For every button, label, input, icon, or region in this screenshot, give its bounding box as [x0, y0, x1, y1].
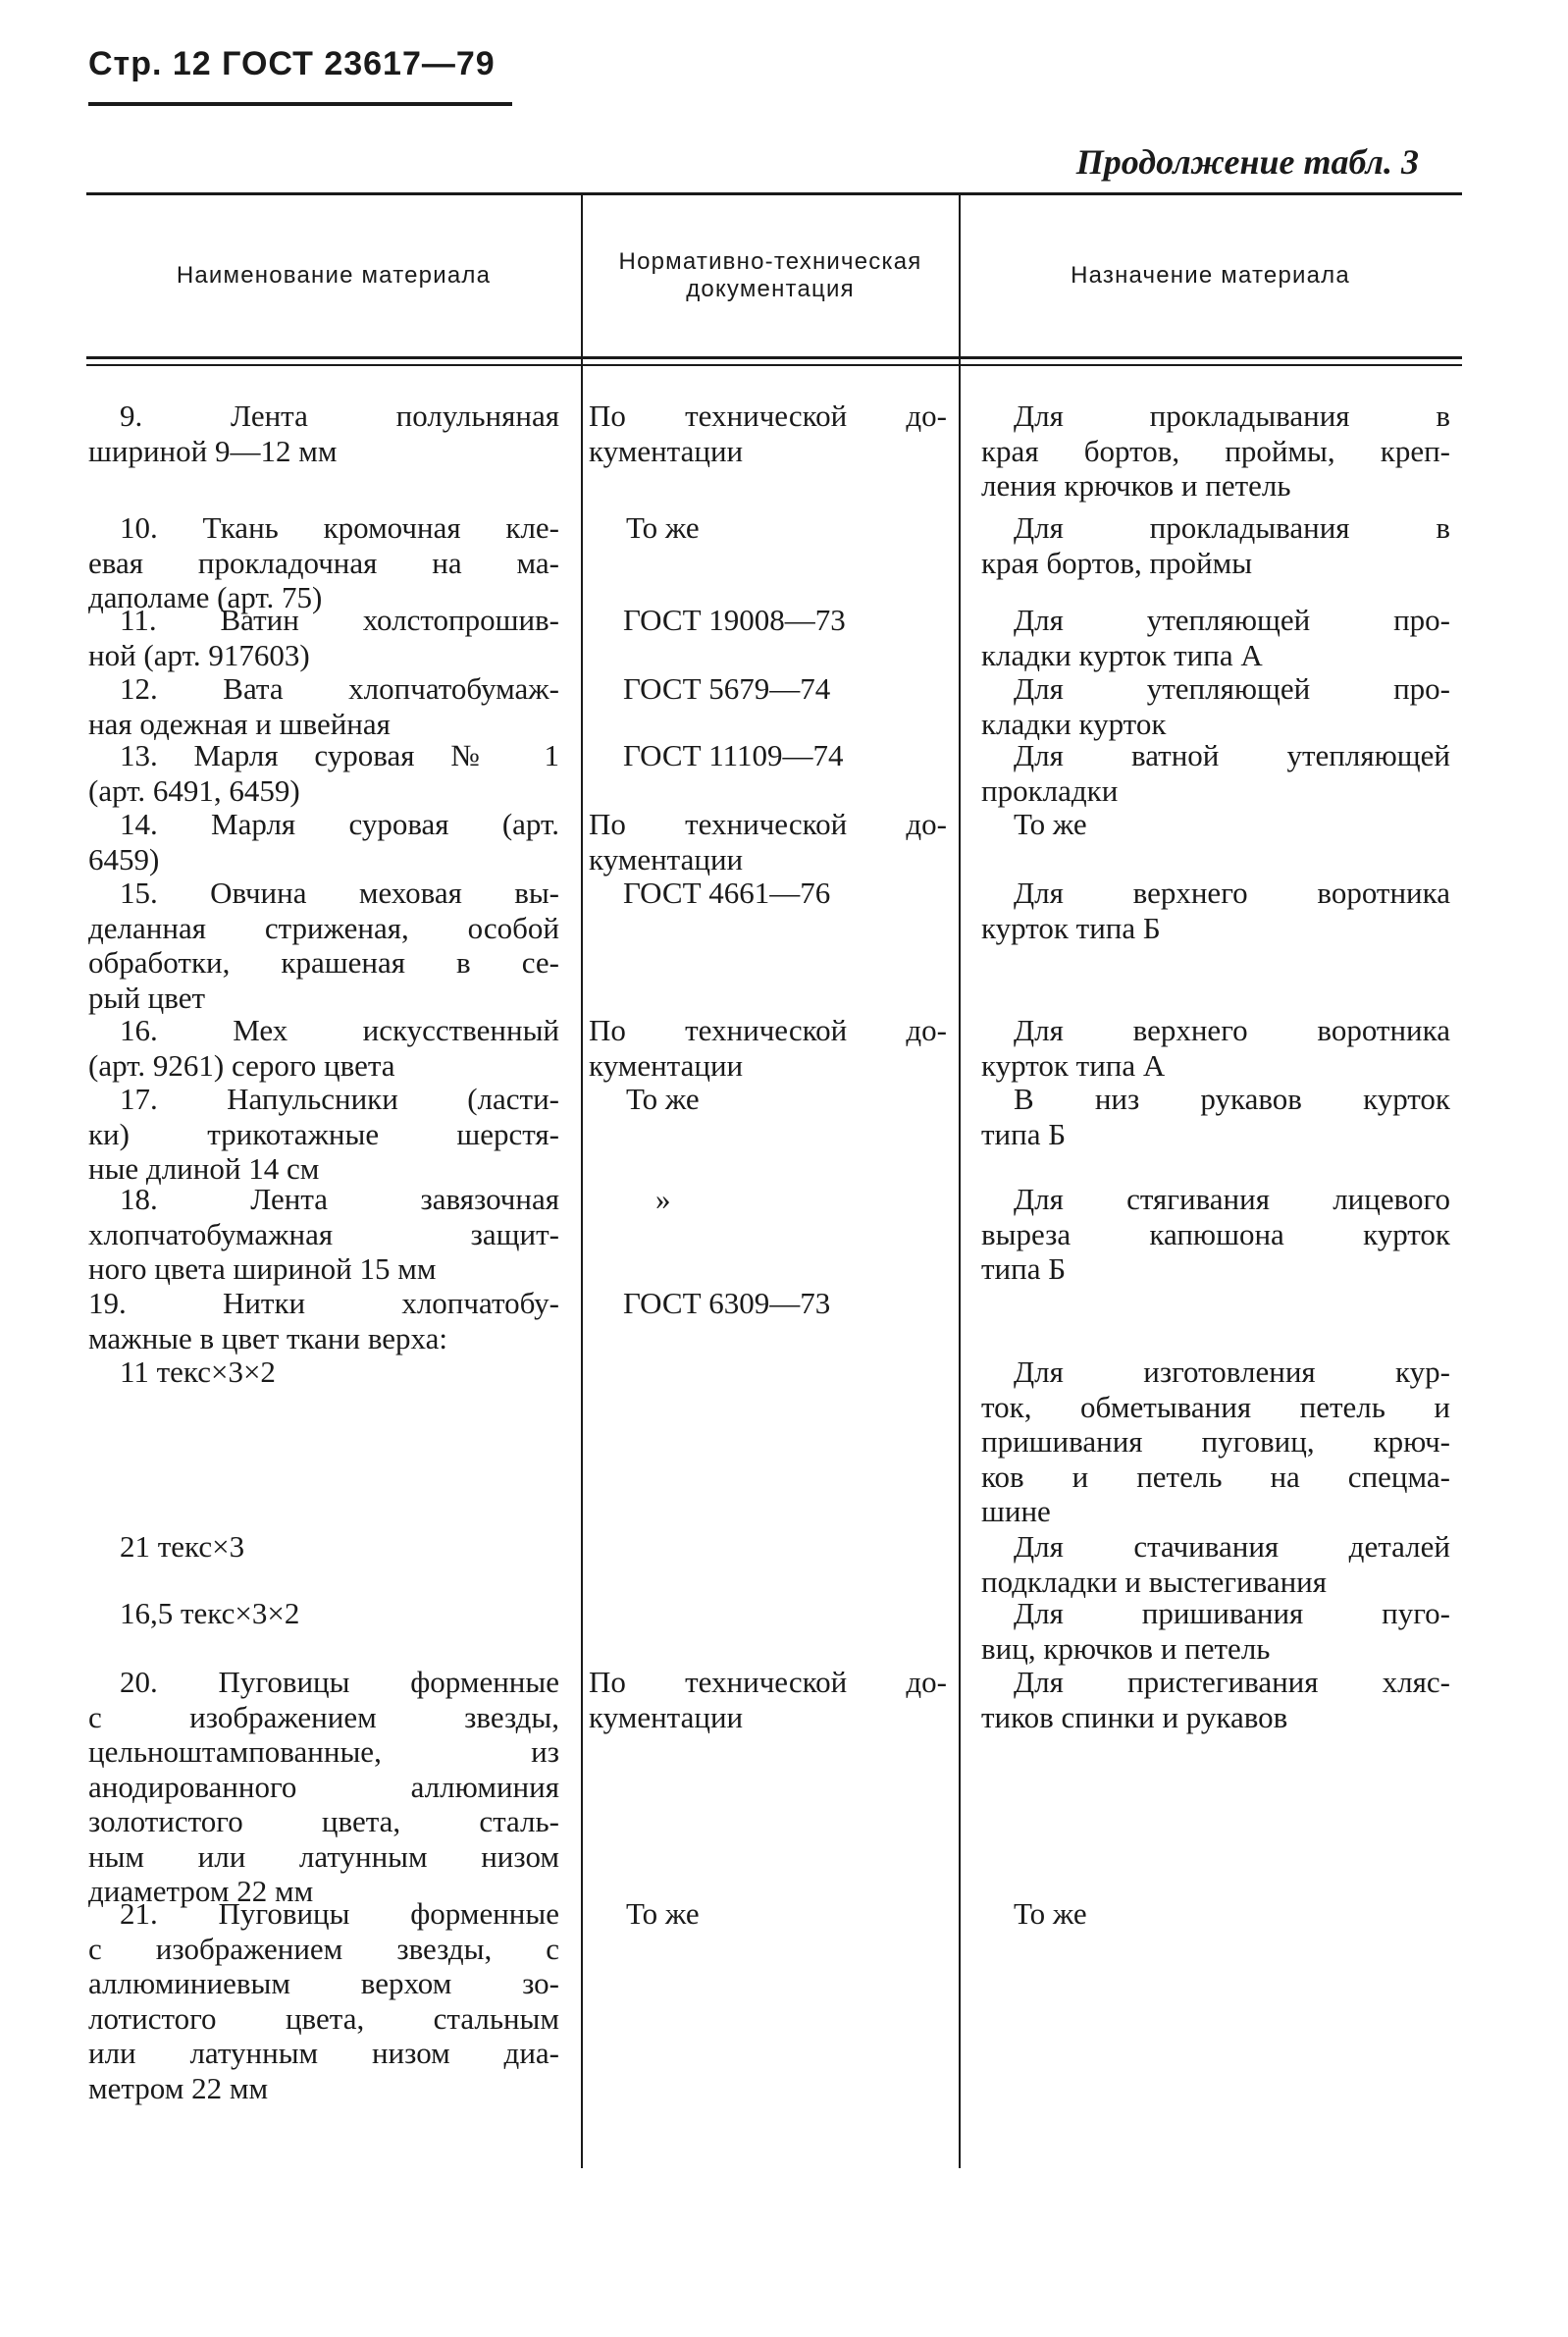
row-10-doc — [589, 1182, 947, 1217]
row-7-purpose-line: курток типа Б — [981, 910, 1161, 945]
row-1-purpose — [981, 398, 1450, 504]
column-divider-2 — [959, 195, 961, 2168]
row-5-name-line: 13. Марля суровая № 1 — [120, 738, 559, 772]
row-9-doc — [589, 1082, 947, 1117]
row-11-doc-line: ГОСТ 6309—73 — [623, 1286, 831, 1320]
row-6-purpose — [981, 807, 1450, 842]
row-4-name-line: 12. Вата хлопчатобумаж- — [120, 671, 559, 706]
row-14-name-line: 16,5 текс×3×2 — [120, 1596, 300, 1630]
row-8-doc — [589, 1013, 947, 1083]
row-10-name-line: хлопчатобумажная защит- — [88, 1216, 559, 1251]
row-5-purpose-line: Для ватной утепляющей — [1014, 738, 1450, 772]
row-7-name-line: обработки, крашеная в се- — [88, 945, 559, 980]
row-3-purpose-line: Для утепляющей про- — [1014, 603, 1450, 637]
row-10-purpose-line: типа Б — [981, 1251, 1067, 1286]
row-4-doc-line: ГОСТ 5679—74 — [623, 671, 831, 706]
header-bottom-rule — [86, 356, 1462, 359]
row-12-purpose-line: ток, обметывания петель и — [981, 1389, 1450, 1424]
row-7-name-line: деланная стриженая, особой — [88, 910, 559, 945]
row-15-doc-line: По технической до- — [589, 1665, 947, 1699]
row-15-name-line: золотистого цвета, сталь- — [88, 1804, 559, 1838]
row-14-purpose — [981, 1596, 1450, 1666]
row-9-name — [88, 1082, 559, 1187]
row-8-name-line: 16. Мех искусственный — [120, 1013, 559, 1047]
row-13-name — [88, 1529, 559, 1565]
row-12-purpose-line: шине — [981, 1494, 1051, 1528]
row-15-name — [88, 1665, 559, 1909]
row-3-doc-line: ГОСТ 19008—73 — [623, 603, 846, 637]
row-2-purpose-line: края бортов, проймы — [981, 545, 1253, 580]
row-13-purpose — [981, 1529, 1450, 1599]
row-9-doc-line: То же — [626, 1082, 700, 1116]
row-1-purpose-line: ления крючков и петель — [981, 468, 1291, 503]
row-15-doc-line: кументации — [589, 1699, 744, 1734]
row-2-name — [88, 510, 559, 615]
row-16-purpose — [981, 1896, 1450, 1932]
row-15-purpose-line: тиков спинки и рукавов — [981, 1699, 1288, 1734]
row-16-name-line: или латунным низом диа- — [88, 2036, 559, 2070]
row-2-name-line: 10. Ткань кромочная кле- — [120, 510, 559, 545]
row-9-name-line: ки) трикотажные шерстя- — [88, 1116, 559, 1151]
row-7-purpose-line: Для верхнего воротника — [1014, 876, 1450, 910]
row-5-name-line: (арт. 6491, 6459) — [88, 772, 300, 808]
row-1-purpose-line: края бортов, проймы, креп- — [981, 433, 1450, 468]
row-11-name — [88, 1286, 559, 1355]
row-8-name-line: (арт. 9261) серого цвета — [88, 1047, 395, 1083]
column-header-material-name: Наименование материала — [176, 262, 492, 289]
row-1-doc-line: кументации — [589, 433, 744, 468]
row-8-doc-line: кументации — [589, 1047, 744, 1083]
row-12-purpose-line: ков и петель на спецма- — [981, 1459, 1450, 1494]
row-1-doc — [589, 398, 947, 468]
row-9-name-line: ные длиной 14 см — [88, 1151, 320, 1186]
row-7-doc — [589, 876, 947, 911]
row-6-name — [88, 807, 559, 876]
row-2-doc — [589, 510, 947, 546]
row-6-doc — [589, 807, 947, 876]
row-12-purpose — [981, 1354, 1450, 1529]
row-6-doc-line: По технической до- — [589, 807, 947, 841]
page-header — [88, 39, 512, 106]
row-8-doc-line: По технической до- — [589, 1013, 947, 1047]
row-1-name — [88, 398, 559, 468]
row-8-purpose — [981, 1013, 1450, 1083]
row-15-name-line: цельноштампованные, из — [88, 1734, 559, 1769]
row-15-name-line: диаметром 22 мм — [88, 1874, 314, 1908]
row-16-name-line: лотистого цвета, стальным — [88, 2000, 559, 2036]
row-1-name-line: 9. Лента полульняная — [120, 398, 559, 433]
row-10-name-line: 18. Лента завязочная — [120, 1182, 559, 1216]
row-3-purpose — [981, 603, 1450, 672]
row-15-doc — [589, 1665, 947, 1734]
row-2-name-line: даполаме (арт. 75) — [88, 580, 323, 614]
row-6-purpose-line: То же — [1014, 807, 1087, 841]
row-8-name — [88, 1013, 559, 1083]
row-7-name — [88, 876, 559, 1015]
row-11-doc — [589, 1286, 947, 1321]
row-12-name — [88, 1354, 559, 1390]
row-13-purpose-line: Для стачивания деталей — [1014, 1529, 1450, 1564]
row-4-name-line: ная одежная и швейная — [88, 706, 391, 741]
row-15-purpose — [981, 1665, 1450, 1734]
row-2-name-line: евая прокладочная на ма- — [88, 545, 559, 580]
row-5-doc — [589, 738, 947, 773]
row-10-purpose — [981, 1182, 1450, 1287]
row-15-name-line: 20. Пуговицы форменные — [120, 1665, 559, 1699]
column-header-purpose: Назначение материала — [1071, 262, 1350, 289]
row-3-purpose-line: кладки курток типа А — [981, 637, 1263, 672]
row-6-name-line: 14. Марля суровая (арт. — [120, 807, 559, 841]
row-11-name-line: 19. Нитки хлопчатобу- — [88, 1286, 559, 1320]
column-divider-1 — [581, 195, 583, 2168]
row-12-purpose-line: пришивания пуговиц, крюч- — [981, 1424, 1450, 1459]
row-16-name — [88, 1896, 559, 2105]
row-16-purpose-line: То же — [1014, 1896, 1087, 1931]
row-9-purpose — [981, 1082, 1450, 1151]
row-4-purpose-line: Для утепляющей про- — [1014, 671, 1450, 706]
row-12-name-line: 11 текс×3×2 — [120, 1354, 276, 1389]
row-2-purpose-line: Для прокладывания в — [1014, 510, 1450, 545]
row-16-name-line: 21. Пуговицы форменные — [120, 1896, 559, 1931]
page-reference: Стр. 12 ГОСТ 23617—79 — [88, 45, 496, 82]
column-header-documentation — [585, 195, 956, 356]
header-bottom-rule-double — [86, 364, 1462, 366]
row-7-name-line: рый цвет — [88, 980, 206, 1015]
row-5-purpose — [981, 738, 1450, 808]
row-7-doc-line: ГОСТ 4661—76 — [623, 876, 831, 910]
row-14-purpose-line: виц, крючков и петель — [981, 1630, 1271, 1666]
row-11-name-line: мажные в цвет ткани верха: — [88, 1320, 448, 1355]
row-1-purpose-line: Для прокладывания в — [1014, 398, 1450, 433]
row-4-name — [88, 671, 559, 741]
row-6-name-line: 6459) — [88, 841, 160, 876]
row-14-name — [88, 1596, 559, 1631]
row-3-name — [88, 603, 559, 672]
row-10-purpose-line: выреза капюшона курток — [981, 1216, 1450, 1251]
row-10-name-line: ного цвета шириной 15 мм — [88, 1251, 437, 1286]
row-16-name-line: метром 22 мм — [88, 2070, 269, 2105]
row-1-name-line: шириной 9—12 мм — [88, 433, 338, 468]
row-5-name — [88, 738, 559, 808]
row-13-name-line: 21 текс×3 — [120, 1529, 245, 1564]
row-4-doc — [589, 671, 947, 707]
row-4-purpose — [981, 671, 1450, 741]
table-continuation-label: Продолжение табл. 3 — [1075, 142, 1419, 182]
row-2-doc-line: То же — [626, 510, 700, 545]
row-10-purpose-line: Для стягивания лицевого — [1014, 1182, 1450, 1216]
row-14-purpose-line: Для пришивания пуго- — [1014, 1596, 1450, 1630]
row-10-doc-line: » — [655, 1182, 671, 1216]
row-5-purpose-line: прокладки — [981, 772, 1119, 808]
row-3-name-line: 11. Ватин холстопрошив- — [120, 603, 559, 637]
row-2-purpose — [981, 510, 1450, 580]
row-16-name-line: с изображением звезды, с — [88, 1931, 559, 1966]
column-header-documentation-text: Нормативно-техническая документация — [618, 248, 922, 302]
row-16-name-line: аллюминиевым верхом зо- — [88, 1966, 559, 2000]
row-10-name — [88, 1182, 559, 1287]
row-8-purpose-line: Для верхнего воротника — [1014, 1013, 1450, 1047]
row-9-purpose-line: В низ рукавов курток — [1014, 1082, 1450, 1116]
row-16-doc — [589, 1896, 947, 1932]
row-9-purpose-line: типа Б — [981, 1116, 1067, 1151]
row-13-purpose-line: подкладки и выстегивания — [981, 1564, 1328, 1599]
row-1-doc-line: По технической до- — [589, 398, 947, 433]
row-16-doc-line: То же — [626, 1896, 700, 1931]
row-8-purpose-line: курток типа А — [981, 1047, 1166, 1083]
row-7-purpose — [981, 876, 1450, 945]
row-15-name-line: ным или латунным низом — [88, 1838, 559, 1874]
row-5-doc-line: ГОСТ 11109—74 — [623, 738, 844, 772]
row-15-name-line: с изображением звезды, — [88, 1699, 559, 1734]
row-15-name-line: анодированного аллюминия — [88, 1769, 559, 1804]
row-15-purpose-line: Для пристегивания хляс- — [1014, 1665, 1450, 1699]
row-3-name-line: ной (арт. 917603) — [88, 637, 310, 672]
row-4-purpose-line: кладки курток — [981, 706, 1167, 741]
row-3-doc — [589, 603, 947, 638]
row-9-name-line: 17. Напульсники (ласти- — [120, 1082, 559, 1116]
row-12-purpose-line: Для изготовления кур- — [1014, 1354, 1450, 1389]
row-6-doc-line: кументации — [589, 841, 744, 876]
row-7-name-line: 15. Овчина меховая вы- — [120, 876, 559, 910]
